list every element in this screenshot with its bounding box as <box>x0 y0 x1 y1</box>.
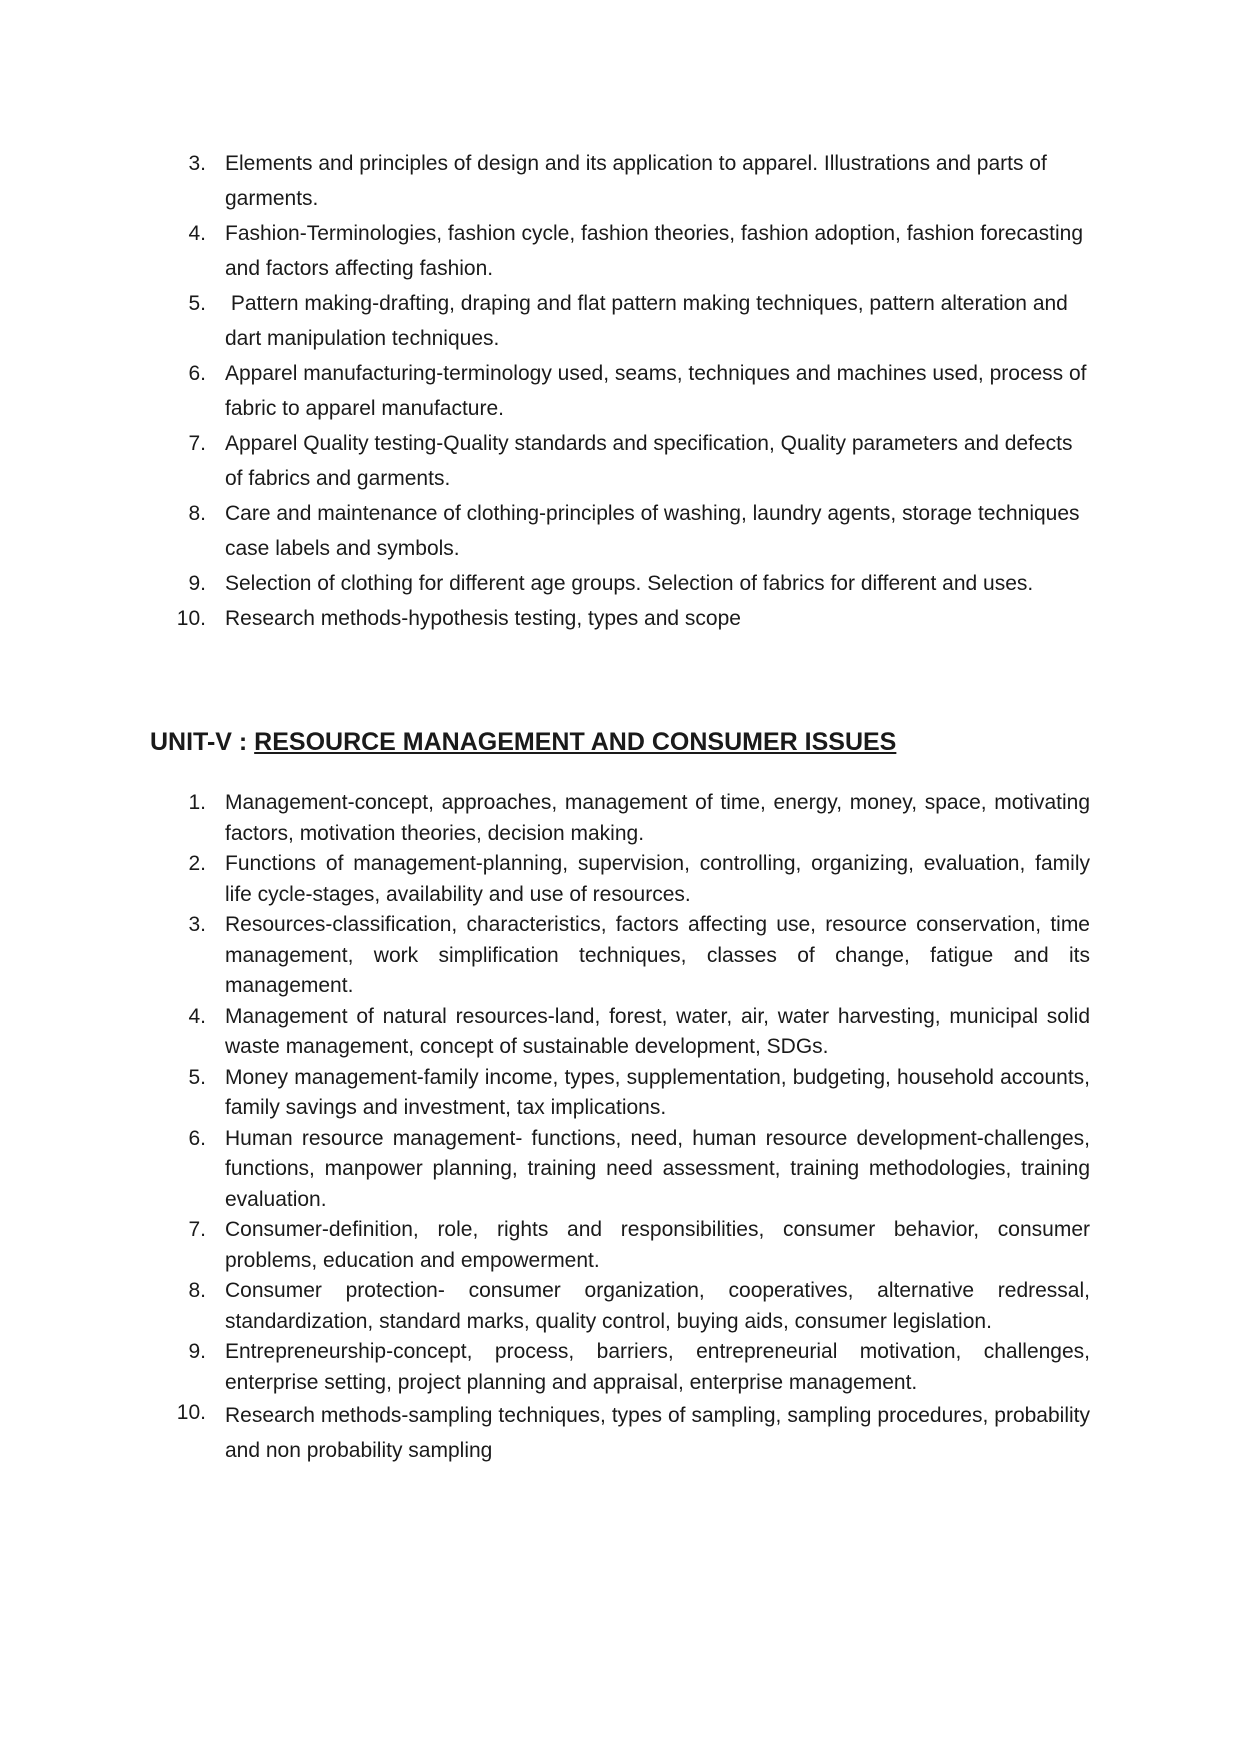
item-text: Selection of clothing for different age groups. Selection of fabrics for different and uses. <box>225 572 1034 595</box>
list-item <box>0 1276 1241 1337</box>
item-text: Functions of management-planning, supervision, controlling, organizing, evaluation, family life cycle-stages, availability and use of resources. <box>225 852 1090 906</box>
item-number: 4. <box>188 222 206 245</box>
list-item <box>0 1002 1241 1063</box>
list-item <box>0 1337 1241 1398</box>
item-text: Consumer-definition, role, rights and responsibilities, consumer behavior, consumer problems, education and empowerment. <box>225 1218 1090 1272</box>
item-text: Resources-classification, characteristics, factors affecting use, resource conservation, time management, work simplification techniques, classes of change, fatigue and its management. <box>225 913 1090 997</box>
item-text: Human resource management- functions, need, human resource development-challenges, functions, manpower planning, training need assessment, training methodologies, training evaluation. <box>225 1126 1090 1211</box>
item-text: Money management-family income, types, supplementation, budgeting, household accounts, family savings and investment, tax implications. <box>225 1065 1090 1119</box>
list-item <box>0 910 1241 1002</box>
item-text: Entrepreneurship-concept, process, barriers, entrepreneurial motivation, challenges, enterprise setting, project planning and appraisal, enterprise management. <box>225 1340 1090 1394</box>
list-item <box>0 788 1241 849</box>
item-text: Research methods-hypothesis testing, types and scope <box>225 607 741 630</box>
item-text: Management of natural resources-land, forest, water, air, water harvesting, municipal solid waste management, concept of sustainable development, SDGs. <box>225 1004 1090 1058</box>
list-item <box>0 1398 1241 1468</box>
list-item <box>0 566 1241 601</box>
unit-heading-prefix: UNIT-V : <box>150 728 255 756</box>
item-number: 9. <box>188 1340 206 1363</box>
item-number: 5. <box>188 1065 206 1089</box>
item-number: 4. <box>188 1004 206 1028</box>
list-item <box>0 1124 1241 1216</box>
list-item <box>0 146 1241 216</box>
item-number: 7. <box>188 1218 206 1241</box>
list-item <box>0 286 1241 356</box>
item-text: Research methods-sampling techniques, types of sampling, sampling procedures, probability and non probability sampling <box>225 1404 1090 1462</box>
topic-list-unit-v <box>0 788 1241 1468</box>
list-item <box>0 601 1241 636</box>
list-item <box>0 1215 1241 1276</box>
topic-list-unit-iv <box>0 146 1241 636</box>
item-text: Elements and principles of design and its application to apparel. Illustrations and parts of garments. <box>225 152 1047 210</box>
item-number: 1. <box>188 791 206 814</box>
list-item <box>0 849 1241 910</box>
item-number: 7. <box>188 432 206 455</box>
item-number: 8. <box>188 1279 206 1302</box>
item-number: 3. <box>188 913 206 936</box>
item-text: Care and maintenance of clothing-principles of washing, laundry agents, storage techniques case labels and symbols. <box>225 502 1080 560</box>
list-item <box>0 216 1241 286</box>
item-text: Apparel manufacturing-terminology used, seams, techniques and machines used, process of fabric to apparel manufacture. <box>225 362 1087 420</box>
item-number: 9. <box>188 572 206 595</box>
list-item <box>0 496 1241 566</box>
item-text: Consumer protection- consumer organization, cooperatives, alternative redressal, standardization, standard marks, quality control, buying aids, consumer legislation. <box>225 1279 1090 1333</box>
item-number: 6. <box>188 1126 206 1150</box>
item-text: Management-concept, approaches, management of time, energy, money, space, motivating factors, motivation theories, decision making. <box>225 791 1090 845</box>
item-number: 8. <box>188 502 206 525</box>
item-number: 10. <box>176 607 206 630</box>
item-number: 5. <box>188 292 206 315</box>
item-text: Pattern making-drafting, draping and flat pattern making techniques, pattern alteration and dart manipulation techniques. <box>225 292 1074 350</box>
list-item <box>0 1063 1241 1124</box>
unit-v-heading <box>150 728 896 757</box>
list-item <box>0 426 1241 496</box>
unit-heading-title: RESOURCE MANAGEMENT AND CONSUMER ISSUES <box>254 728 897 756</box>
item-number: 6. <box>188 362 206 385</box>
item-number: 3. <box>188 152 206 175</box>
item-text: Fashion-Terminologies, fashion cycle, fashion theories, fashion adoption, fashion forecasting and factors affecting fashion. <box>225 222 1083 280</box>
list-item <box>0 356 1241 426</box>
item-number: 10. <box>176 1401 206 1424</box>
item-number: 2. <box>188 852 206 875</box>
item-text: Apparel Quality testing-Quality standards and specification, Quality parameters and defects of fabrics and garments. <box>225 432 1073 490</box>
